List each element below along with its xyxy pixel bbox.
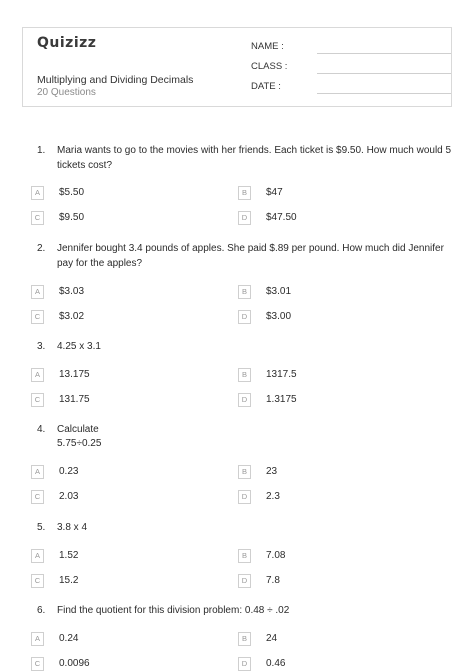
question-number: 1. <box>37 145 46 156</box>
option-letter-box: C <box>31 574 44 588</box>
option-value: $3.00 <box>266 311 292 322</box>
option-letter-box: D <box>238 574 251 588</box>
option-value: 24 <box>266 633 278 644</box>
option-value: $3.03 <box>59 286 85 297</box>
option-value: 13.175 <box>59 369 90 380</box>
question-text: 3.8 x 4 <box>57 522 88 533</box>
option-letter-box: D <box>238 211 251 225</box>
option-value: 131.75 <box>59 394 90 405</box>
question-text: Maria wants to go to the movies with her friends. Each ticket is $9.50. How much would 5 tickets cost? <box>57 145 452 171</box>
question-number: 2. <box>37 243 46 254</box>
option-letter-box: A <box>31 549 44 563</box>
class-label: CLASS : <box>251 61 288 72</box>
option-value: $3.02 <box>59 311 85 322</box>
question-text: Jennifer bought 3.4 pounds of apples. She paid $.89 per pound. How much did Jennifer pay for the apples? <box>57 243 444 269</box>
option-value: 1.52 <box>59 550 79 561</box>
option-value: 2.03 <box>59 491 79 502</box>
option-value: 1317.5 <box>266 369 297 380</box>
option-letter-box: C <box>31 490 44 504</box>
date-line <box>317 93 451 94</box>
option-letter-box: D <box>238 657 251 671</box>
option-value: $5.50 <box>59 187 85 198</box>
option-letter-box: A <box>31 465 44 479</box>
option-value: 15.2 <box>59 575 79 586</box>
question-text: 4.25 x 3.1 <box>57 341 101 352</box>
question-count: 20 Questions <box>37 87 96 98</box>
option-letter-box: B <box>238 465 251 479</box>
option-letter-box: A <box>31 285 44 299</box>
option-letter-box: B <box>238 549 251 563</box>
option-value: 0.23 <box>59 466 79 477</box>
class-line <box>317 73 451 74</box>
option-value: 0.46 <box>266 658 286 669</box>
name-label: NAME : <box>251 41 284 52</box>
option-value: 0.0096 <box>59 658 90 669</box>
date-field[interactable] <box>251 81 441 95</box>
class-field[interactable] <box>251 61 441 75</box>
question-text: Find the quotient for this division problem: 0.48 ÷ .02 <box>57 605 290 616</box>
option-letter-box: A <box>31 368 44 382</box>
option-value: $47 <box>266 187 283 198</box>
option-letter-box: C <box>31 310 44 324</box>
option-letter-box: C <box>31 657 44 671</box>
option-value: 2.3 <box>266 491 280 502</box>
question-number: 5. <box>37 522 46 533</box>
option-letter-box: D <box>238 490 251 504</box>
option-value: $9.50 <box>59 212 85 223</box>
option-letter-box: D <box>238 393 251 407</box>
worksheet-title: Multiplying and Dividing Decimals <box>37 74 194 86</box>
date-label: DATE : <box>251 81 281 92</box>
option-letter-box: C <box>31 393 44 407</box>
name-line <box>317 53 451 54</box>
worksheet-header <box>22 27 452 107</box>
question-text: Calculate <box>57 424 99 435</box>
option-value: 23 <box>266 466 278 477</box>
name-field[interactable] <box>251 41 441 55</box>
option-letter-box: A <box>31 186 44 200</box>
question-number: 3. <box>37 341 46 352</box>
option-letter-box: D <box>238 310 251 324</box>
option-value: $3.01 <box>266 286 292 297</box>
option-letter-box: B <box>238 632 251 646</box>
option-value: 7.8 <box>266 575 280 586</box>
option-value: 7.08 <box>266 550 286 561</box>
option-value: 0.24 <box>59 633 79 644</box>
question-expression: 5.75÷0.25 <box>57 438 102 449</box>
option-letter-box: A <box>31 632 44 646</box>
option-letter-box: B <box>238 285 251 299</box>
option-letter-box: C <box>31 211 44 225</box>
option-value: $47.50 <box>266 212 297 223</box>
option-letter-box: B <box>238 368 251 382</box>
question-number: 4. <box>37 424 46 435</box>
quizizz-logo: Quizizz <box>37 35 97 51</box>
option-letter-box: B <box>238 186 251 200</box>
question-number: 6. <box>37 605 46 616</box>
option-value: 1.3175 <box>266 394 297 405</box>
